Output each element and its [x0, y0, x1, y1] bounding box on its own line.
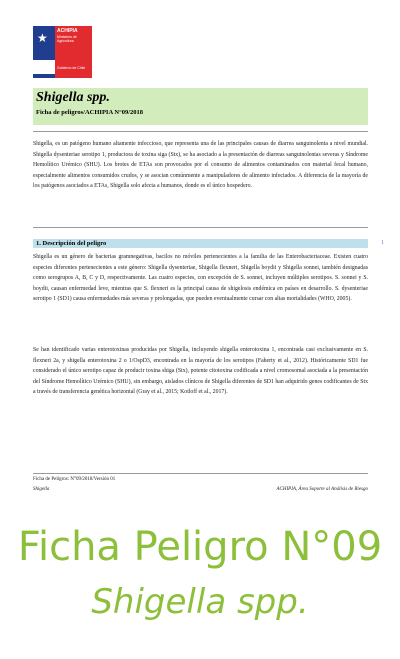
caption-title: Ficha Peligro N°09	[17, 524, 383, 570]
section-heading: 1. Descripción del peligro	[36, 240, 107, 247]
footer-doc-id: Ficha de Peligros: N°09/2018/Versión 01	[33, 477, 116, 482]
footer-topic: Shigella	[33, 487, 50, 492]
divider	[33, 131, 368, 132]
logo-stripe	[33, 74, 92, 78]
logo-line2: Ministerio de Agricultura	[57, 35, 77, 43]
footer-org: ACHIPIA, Área Soporte al Análisis de Riesgo	[276, 487, 368, 492]
divider	[33, 227, 368, 228]
intro-paragraph: Shigella, es un patógeno humano altamente infeccioso, que representa una de las principales causas de diarrea sanguinolenta a nivel mundial. Shigella dysenteriae serotipo 1, productora de toxina siga (Stx), se ha asociado a la presentación de diarreas sanguinolentas severas y Síndrome Hemolítico Urémico (SHU). Los brotes de ETAs son provocados por el consumo de alimentos contaminados con material fecal humano, especialmente alimentos consumidos crudos, y se asocian comúnmente a manipuladores de alimento infectados. A diferencia de la mayoría de los patógenos asociados a ETAs, Shigella solo afecta a humanos, donde es el único hospedero.	[33, 141, 368, 189]
logo-line3: Gobierno de Chile	[57, 66, 86, 70]
page-title: Shigella spp.	[36, 90, 110, 105]
page-marker[interactable]: 1	[381, 240, 384, 246]
footer-divider	[33, 473, 368, 474]
logo-line1: ACHIPIA	[57, 28, 78, 34]
page-subtitle: Ficha de peligros/ACHIPIA N°09/2018	[36, 109, 144, 116]
description-paragraph-1: Shigella es un género de bacterias gramnegativas, bacilos no móviles pertenecientes a la familia de las Enterobacteriaceae. Existen cuatro especies diferentes pertenecientes a este género: Shigella dysenteriae, Shigella flexneri, Shigella boydii y Shigella sonnei, también designadas como serogrupos A, B, C y D, respectivamente. Las cuatro especies, con excepción de S. sonnei, incluyen múltiples serotipos. S. sonnei y S. boydii, causan enfermedad leve, mientras que S. flexneri es la principal causa de shigelosis endémica en países en desarrollo. S. dysenteriae serotipo 1 (SD1) causa enfermedades más severas y prolongadas, que pueden eventualmente cursar con altas mortalidades (WHO, 2005).	[33, 254, 368, 302]
government-logo	[33, 26, 92, 80]
section-heading-band	[33, 239, 368, 248]
description-paragraph-2: Se han identificado varias enterotoxinas producidas por Shigella, incluyendo shigella enterotoxina 1, encontrada casi exclusivamente en S. flexneri 2a, y shigella enterotoxina 2 o 1/OspD3, encontrada en la mayoría de los serotipos (Faherty et al., 2012). Históricamente SD1 fue considerado el único serotipo capaz de producir toxina shiga (Stx), potente citotoxina codificada a nivel cromosomal asociada a la presentación del Síndrome Hemolítico Urémico (SHU), sin embargo, aislados clínicos de Shigella diferentes de SD1 han adquirido genes codificantes de Stx a través de transferencia genética horizontal (Gray et al., 2015; Kotloff et al., 2017).	[33, 347, 368, 395]
title-band	[33, 88, 368, 125]
star-icon: ★	[37, 31, 48, 45]
caption-subtitle: Shigella spp.	[91, 582, 309, 622]
